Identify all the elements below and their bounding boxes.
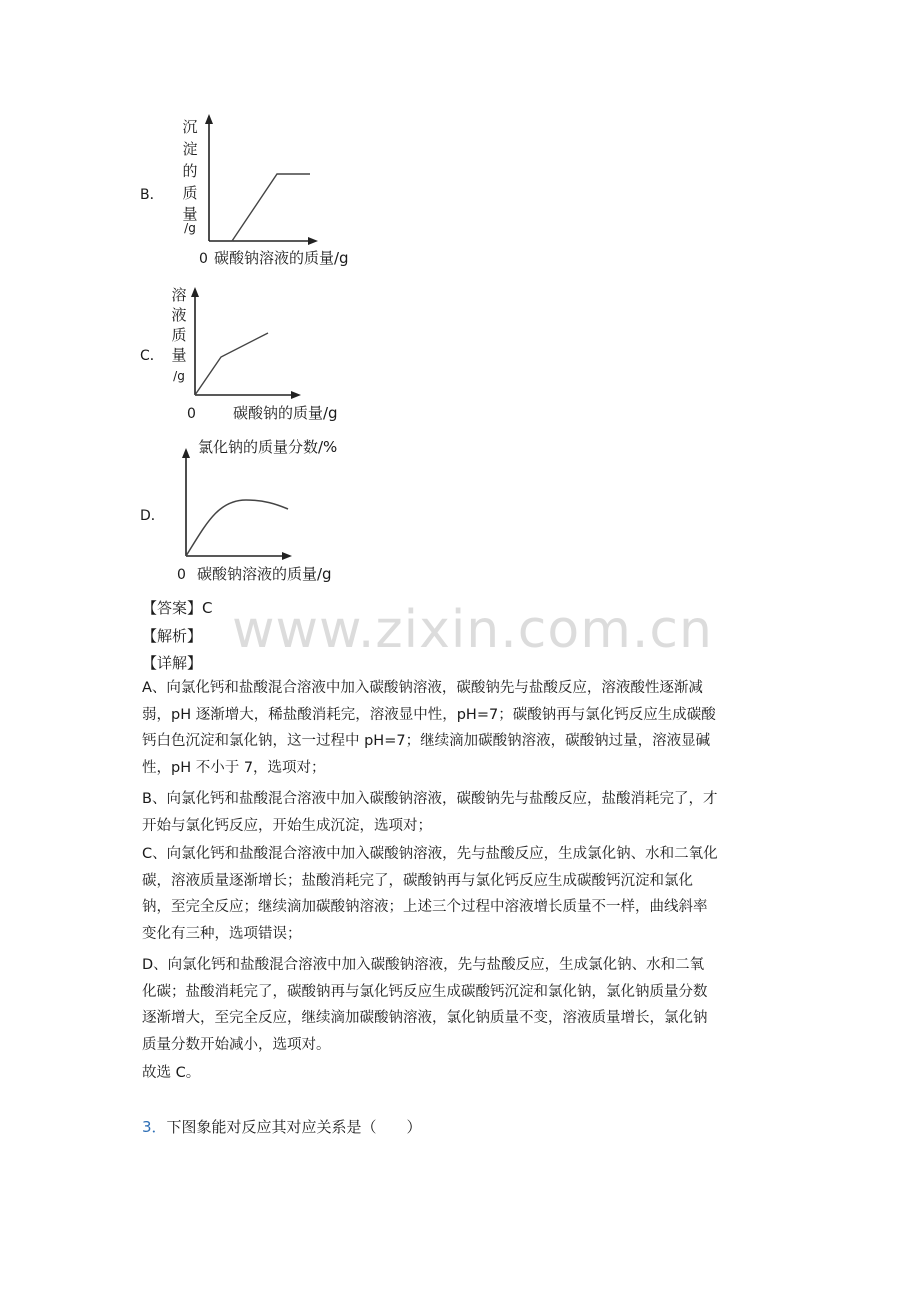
x-axis-arrow	[308, 237, 318, 245]
text-line: 开始与氯化钙反应，开始生成沉淀，选项对；	[142, 817, 432, 834]
text-line: 钙白色沉淀和氯化钠，这一过程中 pH=7；继续滴加碳酸钠溶液，碳酸钠过量，溶液显碱	[142, 733, 711, 749]
text-line: B、向氯化钙和盐酸混合溶液中加入碳酸钠溶液，碳酸钠先与盐酸反应，盐酸消耗完了，才	[142, 791, 718, 807]
text-line: 变化有三种，选项错误；	[142, 925, 302, 942]
analysis-label: 【解析】	[142, 627, 203, 645]
y-axis-label: 氯化钠的质量分数/%	[198, 438, 338, 456]
x-axis-label: 碳酸钠的质量/g	[233, 404, 338, 422]
y-axis-char: 溶	[171, 286, 187, 304]
explanation-c	[142, 841, 792, 947]
text-line: D、向氯化钙和盐酸混合溶液中加入碳酸钠溶液，先与盐酸反应，生成氯化钠、水和二氧	[142, 957, 705, 973]
text-line: 质量分数开始减小，选项对。	[142, 1036, 331, 1053]
y-axis-char: 淀	[182, 140, 198, 158]
conclusion-text: 故选 C。	[142, 1065, 201, 1081]
text-line: 碳，溶液质量逐渐增长；盐酸消耗完了，碳酸钠再与氯化钙反应生成碳酸钙沉淀和氯化	[142, 872, 693, 889]
option-c-label: C．	[140, 348, 164, 364]
x-axis-label: 碳酸钠溶液的质量/g	[214, 249, 349, 267]
question-number: 3．	[142, 1118, 167, 1136]
text-line: 钠，至完全反应；继续滴加碳酸钠溶液；上述三个过程中溶液增长质量不一样，曲线斜率	[142, 899, 708, 915]
conclusion	[142, 1060, 792, 1087]
explanation-b	[142, 786, 792, 839]
y-axis-char: 液	[171, 306, 187, 324]
y-axis-char: /g	[173, 369, 185, 383]
option-b-label: B．	[140, 187, 164, 203]
option-c-graph	[165, 280, 355, 425]
curve-line	[186, 500, 288, 556]
text-line: 性，pH 不小于 7，选项对；	[142, 759, 326, 776]
text-line: A、向氯化钙和盐酸混合溶液中加入碳酸钠溶液，碳酸钠先与盐酸反应，溶液酸性逐渐减	[142, 680, 703, 696]
x-axis-label: 碳酸钠溶液的质量/g	[197, 565, 332, 583]
origin-label: 0	[177, 567, 186, 583]
y-axis-char: 量	[182, 205, 198, 223]
origin-label: 0	[187, 406, 196, 422]
y-axis-char: 质	[182, 184, 198, 202]
explanation-d	[142, 952, 792, 1058]
curve-line	[232, 174, 310, 241]
text-line: 逐渐增大，至完全反应，继续滴加碳酸钠溶液，氯化钠质量不变，溶液质量增长，氯化钠	[142, 1010, 708, 1026]
curve-line	[195, 333, 268, 395]
y-axis-arrow	[205, 114, 213, 124]
answer-label: 【答案】C	[142, 599, 213, 617]
x-axis-arrow	[282, 552, 292, 560]
y-axis-arrow	[182, 448, 190, 458]
explanation-a	[142, 675, 792, 781]
y-axis-arrow	[191, 287, 199, 297]
option-b-graph	[170, 108, 380, 273]
y-axis-char: 质	[171, 326, 187, 344]
question-text: 下图象能对反应其对应关系是（ ）	[166, 1118, 422, 1136]
watermark: www.zixin.com.cn	[232, 600, 713, 660]
y-axis-char: 沉	[182, 118, 198, 136]
y-axis-char: 的	[182, 162, 198, 180]
option-d-label: D．	[140, 508, 165, 524]
y-axis-char: 量	[171, 346, 187, 364]
text-line: 化碳；盐酸消耗完了，碳酸钠再与氯化钙反应生成碳酸钙沉淀和氯化钠，氯化钠质量分数	[142, 983, 708, 1000]
x-axis-arrow	[291, 391, 301, 399]
text-line: C、向氯化钙和盐酸混合溶液中加入碳酸钠溶液，先与盐酸反应，生成氯化钠、水和二氧化	[142, 846, 718, 862]
text-line: 弱，pH 逐渐增大，稀盐酸消耗完，溶液显中性，pH=7；碳酸钠再与氯化钙反应生成碳酸	[142, 706, 716, 723]
detail-label: 【详解】	[142, 654, 203, 672]
question-3	[142, 1116, 422, 1137]
y-axis-char: /g	[184, 221, 196, 235]
origin-label: 0	[199, 251, 208, 267]
option-d-graph	[168, 432, 368, 584]
